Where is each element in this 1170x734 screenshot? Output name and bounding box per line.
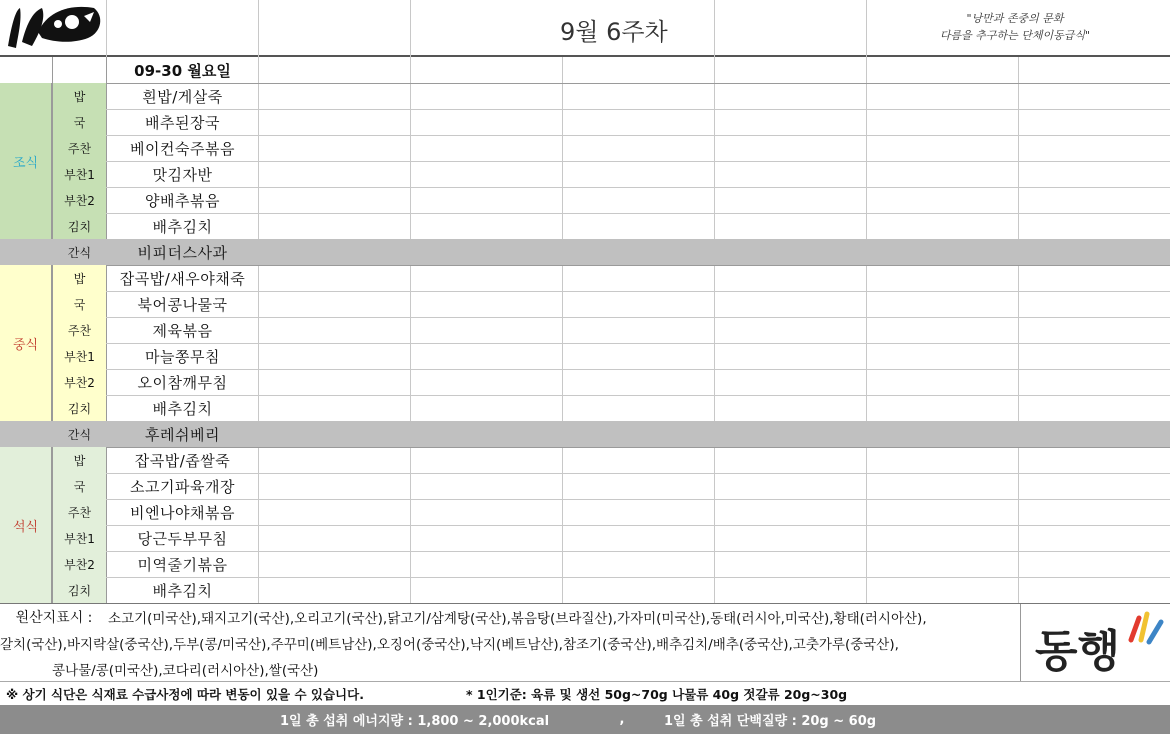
header-row: [0, 0, 1170, 57]
lunch-dish: 잡곡밥/새우야채죽: [119, 269, 246, 288]
origin-line-3: 콩나물/콩(미국산),코다리(러시아산),쌀(국산): [52, 663, 319, 679]
snack-dish: 후레쉬베리: [145, 425, 220, 444]
lunch-category: 부찬2: [53, 369, 106, 395]
dinner-category: 주찬: [53, 499, 106, 525]
breakfast-dish: 양배추볶음: [145, 191, 220, 210]
breakfast-category: 국: [53, 109, 106, 135]
breakfast-meal-label: 조식: [0, 83, 52, 239]
origin-line-1: 소고기(미국산),돼지고기(국산),오리고기(국산),닭고기/삼계탕(국산),볶음탕(브라질산),가자미(미국산),동태(러시아,미국산),황태(러시아산),: [108, 611, 927, 627]
column-divider: [562, 57, 563, 603]
dinner-category: 부찬1: [53, 525, 106, 551]
lunch-category: 국: [53, 291, 106, 317]
menu-grid: [0, 57, 1170, 603]
slogan-line-1: "낭만과 존중의 문화: [966, 12, 1064, 25]
protein-intake: 1일 총 섭취 단백질량 : 20g ~ 60g: [664, 714, 877, 729]
dinner-dish: 배추김치: [152, 581, 213, 600]
brand-logo-text: 동행: [1035, 626, 1121, 677]
dinner-dish: 소고기파육개장: [130, 477, 235, 496]
dinner-dish: 잡곡밥/좁쌀죽: [134, 451, 231, 470]
lunch-dish: 제육볶음: [152, 321, 213, 340]
snack-category: 간식: [67, 245, 92, 260]
column-divider: [1018, 57, 1019, 603]
slogan-line-2: 다름을 추구하는 단체이동급식": [939, 29, 1091, 42]
snack-category: 간식: [67, 427, 92, 442]
lunch-dish: 북어콩나물국: [137, 295, 228, 314]
brush-logo: [2, 2, 106, 54]
breakfast-dish: 맛김자반: [152, 165, 213, 184]
origin-section: [0, 603, 1170, 681]
lunch-dish: 오이참깨무침: [137, 373, 228, 392]
lunch-category: 밥: [53, 265, 106, 291]
serving-standard: * 1인기준: 육류 및 생선 50g~70g 나물류 40g 젓갈류 20g~30g: [466, 687, 848, 702]
breakfast-category: 주찬: [53, 135, 106, 161]
breakfast-category: 밥: [53, 83, 106, 109]
breakfast-category: 부찬2: [53, 187, 106, 213]
origin-line-2: 갈치(국산),바지락살(중국산),두부(콩/미국산),주꾸미(베트남산),오징어(중국산),낙지(베트남산),참조기(중국산),배추김치/배추(중국산),고춧가루(중국산),: [0, 637, 899, 653]
energy-intake: 1일 총 섭취 에너지량 : 1,800 ~ 2,000kcal: [280, 714, 550, 729]
dinner-dish: 당근두부무침: [137, 529, 228, 548]
lunch-category: 김치: [53, 395, 106, 421]
brand-logo: [1020, 604, 1170, 682]
dinner-meal-label: 석식: [0, 447, 52, 603]
dinner-category: 밥: [53, 447, 106, 473]
snack-dish: 비피더스사과: [137, 243, 228, 262]
lunch-category: 주찬: [53, 317, 106, 343]
breakfast-dish: 베이컨숙주볶음: [130, 139, 235, 158]
dinner-category: 부찬2: [53, 551, 106, 577]
dinner-category: 김치: [53, 577, 106, 603]
date-header: 09-30 월요일: [134, 61, 231, 80]
column-divider: [866, 57, 867, 603]
notice-row: [0, 681, 1170, 705]
lunch-dish: 배추김치: [152, 399, 213, 418]
nutrition-bar: [0, 705, 1170, 734]
week-title: 9월 6주차: [560, 17, 668, 46]
lunch-meal-label: 중식: [0, 265, 52, 421]
column-divider: [410, 57, 411, 603]
lunch-category: 부찬1: [53, 343, 106, 369]
breakfast-category: 김치: [53, 213, 106, 239]
lunch-dish: 마늘쫑무침: [145, 347, 220, 366]
breakfast-dish: 배추된장국: [145, 113, 220, 132]
column-divider: [258, 57, 259, 603]
breakfast-dish: 배추김치: [152, 217, 213, 236]
dinner-dish: 비엔나야채볶음: [130, 503, 235, 522]
origin-label: 원산지표시 :: [15, 610, 93, 626]
separator: ,: [619, 712, 625, 727]
column-divider: [714, 57, 715, 603]
dinner-dish: 미역줄기볶음: [137, 555, 228, 574]
notice-text: ※ 상기 식단은 식재료 수급사정에 따라 변동이 있을 수 있습니다.: [6, 687, 364, 702]
breakfast-category: 부찬1: [53, 161, 106, 187]
dinner-category: 국: [53, 473, 106, 499]
breakfast-dish: 흰밥/게살죽: [142, 87, 223, 106]
